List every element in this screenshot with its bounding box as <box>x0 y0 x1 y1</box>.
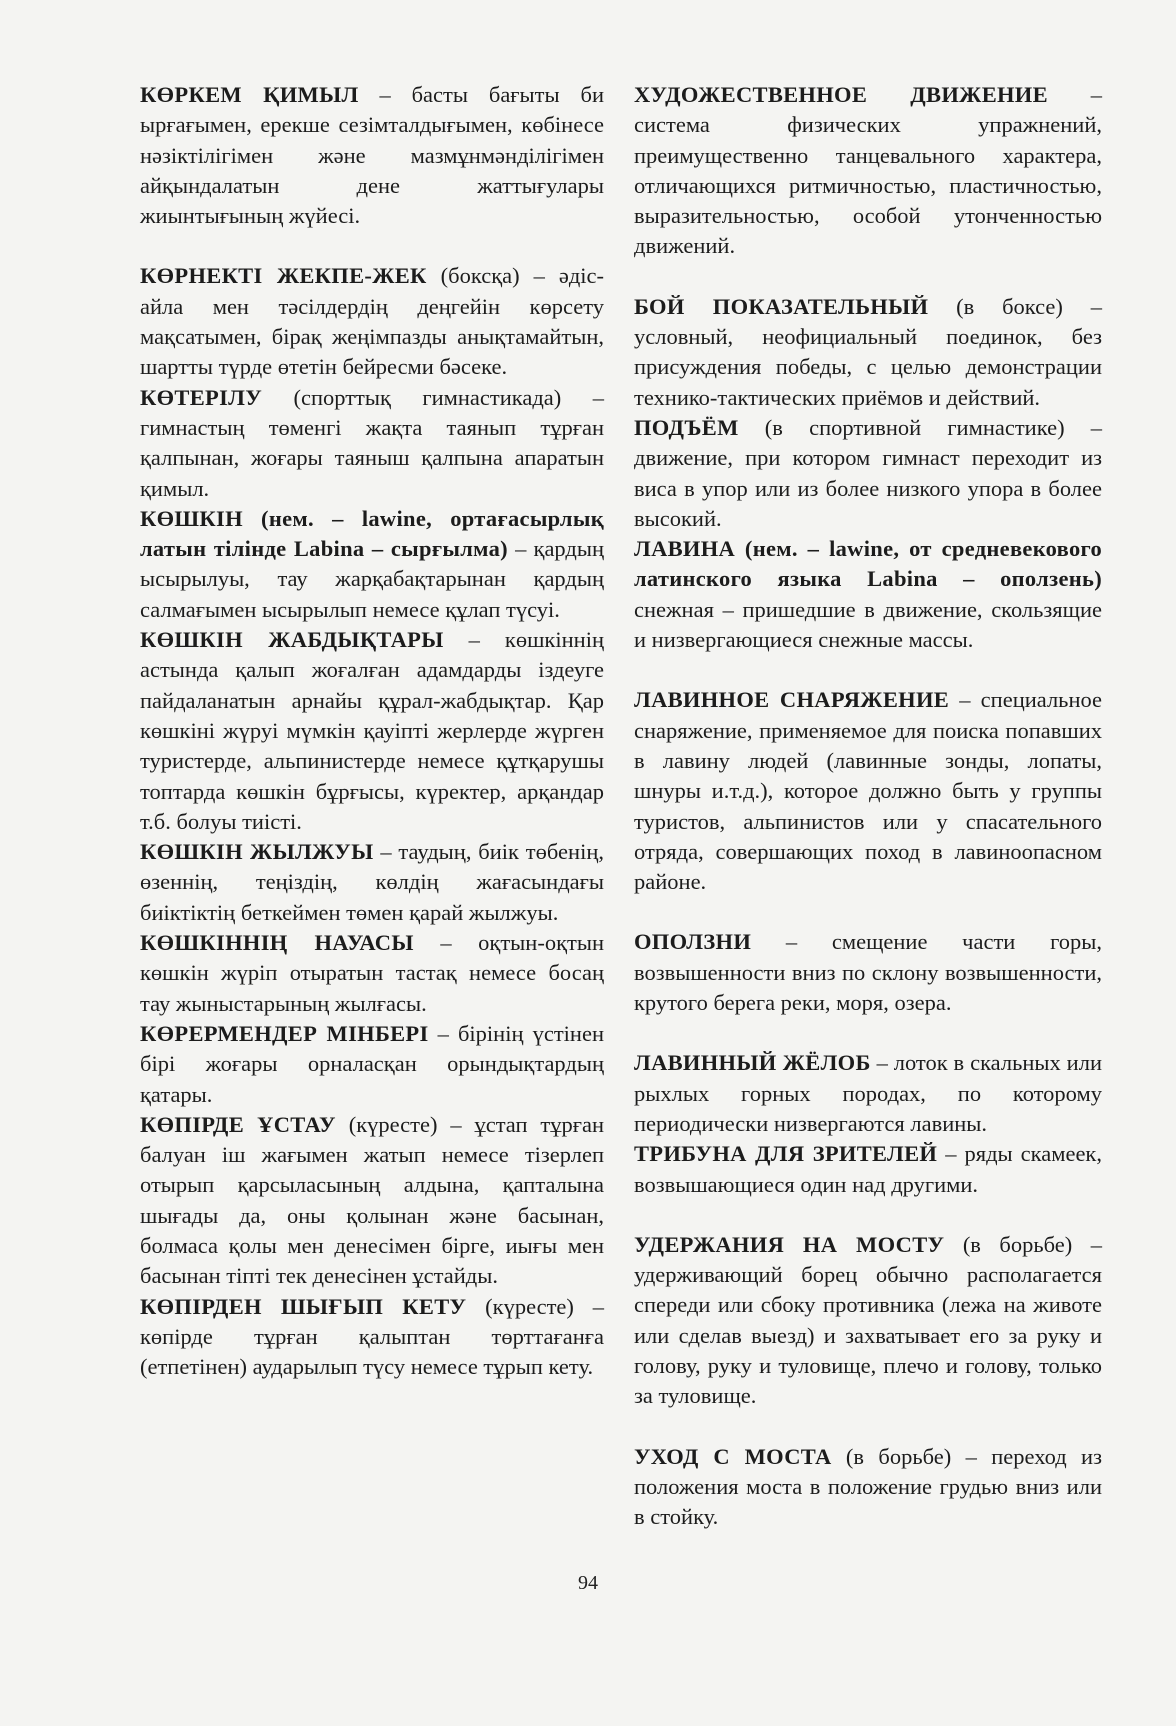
entry-definition: – движение, при котором гимнаст переходит из виса в упор или из более низкого упора в более высокий. <box>634 414 1102 531</box>
entry-term: ТРИБУНА ДЛЯ ЗРИТЕЛЕЙ <box>634 1141 938 1167</box>
entry-definition: – оқтын-оқтын көшкін жүріп отыратын тастақ немесе босаң тау жыныстарының жылғасы. <box>140 930 604 1016</box>
entry-term: КӨРЕРМЕНДЕР МІНБЕРІ <box>140 1020 429 1046</box>
entry-definition: – специальное снаряжение, применяемое для поиска попавших в лавину людей (лавинные зонды, лопаты, шнуры и.т.д.), которое должно быть у группы туристов, альпинистов или у спасательного отряда, совершающих поход в лавиноопасном районе. <box>634 687 1102 895</box>
entry-definition: – көшкіннің астында қалып жоғалған адамдарды іздеуге пайдаланатын арнайы құрал-жабдықтар. Қар көшкіні жүруі мүмкін қауіпті жерлерде жүрген туристерде, альпинистерде немесе құтқарушы топтарда көшкін бұрғысы, күректер, арқандар т.б. болуы тиісті. <box>140 627 604 834</box>
entry-note: (в боксе) <box>928 293 1063 319</box>
entry-opolzni <box>634 927 1102 1018</box>
entry-note: (спорттық гимнастикада) <box>262 384 562 410</box>
entry-definition: – таудың, биік төбенің, өзеннің, теңіздің, көлдің жағасындағы биіктіктің беткеймен төмен қарай жылжуы. <box>140 839 604 925</box>
entry-definition: – лоток в скальных или рыхлых горных породах, по которому периодически низвергаются лавины. <box>634 1050 1102 1136</box>
entry-definition: – условный, неофициальный поединок, без присуждения победы, с целью демонстрации технико-тактических приёмов и действий. <box>634 293 1102 410</box>
entry-lavinny-zholob <box>634 1048 1102 1139</box>
entry-term: ЛАВИНА (нем. – lawine, от средневекового латинского языка Labina – оползень) <box>634 536 1102 592</box>
entry-koshkin <box>140 504 604 625</box>
entry-lavinnoe-snaryazhenie <box>634 685 1102 897</box>
entry-podyom <box>634 413 1102 534</box>
entry-kornekti-zhekpe-zhek <box>140 261 604 382</box>
entry-definition: – қардың ысырылуы, тау жарқабақтарынан қардың салмағымен ысырылып немесе құлап түсуі. <box>140 536 604 622</box>
entry-kopirde-ustau <box>140 1110 604 1292</box>
entry-note: (күресте) <box>335 1111 438 1137</box>
entry-term: КӨПІРДЕ ҰСТАУ <box>140 1111 336 1137</box>
entry-definition: – гимнастың төменгі жақта таянып тұрған қалпынан, жоғары таяныш қалпына апаратын қимыл. <box>140 384 604 501</box>
entry-term: КӨТЕРІЛУ <box>140 384 263 410</box>
entry-term: ЛАВИННЫЙ ЖЁЛОБ <box>634 1050 871 1076</box>
entry-definition: – смещение части горы, возвышенности вниз по склону возвышенности, крутого берега реки, моря, озера. <box>634 929 1102 1016</box>
entry-term: ОПОЛЗНИ <box>634 929 752 955</box>
entry-koterilu <box>140 383 604 504</box>
entry-definition: – переход из положения моста в положение грудью вниз или в стойку. <box>634 1443 1102 1530</box>
entry-korermender-minberi <box>140 1019 604 1110</box>
page-number: 94 <box>578 1572 598 1594</box>
entry-khudozhestvennoe-dvizhenie <box>634 80 1102 262</box>
entry-term: КӨШКІН ЖЫЛЖУЫ <box>140 839 374 865</box>
entry-note: (в спортивной гимнастике) <box>738 414 1065 440</box>
entry-term: КӨРКЕМ ҚИМЫЛ <box>140 82 359 107</box>
entry-tribuna-dlya-zriteley <box>634 1139 1102 1200</box>
entry-ukhod-s-mosta <box>634 1442 1102 1533</box>
entry-uderzhaniya-na-mostu <box>634 1230 1102 1412</box>
entry-note: (в борьбе) <box>831 1443 952 1469</box>
entry-definition: – бірінің үстінен бірі жоғары орналасқан орындықтардың қатары. <box>140 1020 604 1107</box>
entry-term: УДЕРЖАНИЯ НА МОСТУ <box>634 1231 945 1257</box>
entry-note: (в борьбе) <box>944 1231 1073 1257</box>
entry-term: БОЙ ПОКАЗАТЕЛЬНЫЙ <box>634 293 929 319</box>
entry-term: КӨШКІН ЖАБДЫҚТАРЫ <box>140 627 444 653</box>
entry-definition: – удерживающий борец обычно располагается спереди или сбоку противника (лежа на животе или сделав выезд) и захватывает его за руку и голову, руку и туловище, плечо и голову, только за туловище. <box>634 1231 1102 1409</box>
entry-definition: – ряды скамеек, возвышающиеся один над другими. <box>634 1141 1102 1197</box>
entry-term: УХОД С МОСТА <box>634 1443 832 1469</box>
entry-term: КӨШКІН (нем. – lawine, ортағасырлық латын тілінде Labina – сырғылма) <box>140 505 604 562</box>
entry-definition: снежная – пришедшие в движение, скользящие и низвергающиеся снежные массы. <box>634 596 1102 653</box>
entry-term: ХУДОЖЕСТВЕННОЕ ДВИЖЕНИЕ <box>634 82 1048 107</box>
entry-definition: – басты бағыты би ырғағымен, ерекше сезімталдығымен, көбінесе нәзіктілігімен және мазмұнмәнділігімен айқындалатын дене жаттығулары жиынтығының жүйесі. <box>140 82 604 229</box>
entry-term: КӨШКІННІҢ НАУАСЫ <box>140 930 414 956</box>
entry-koshkin-zhylzhuy <box>140 837 604 928</box>
entry-term: ЛАВИННОЕ СНАРЯЖЕНИЕ <box>634 687 950 713</box>
entry-definition: – ұстап тұрған балуан іш жағымен жатып немесе тізерлеп отырып қарсыласының алдына, қапталына шығады да, оны қолынан және басынан, болмаса қолы мен денесімен бірге, иығы мен басынан тіпті тек денесінен ұстайды. <box>140 1111 604 1289</box>
entry-note: (боксқа) <box>426 263 520 289</box>
entry-definition: – көпірде тұрған қалыптан төрттағанға (етпетінен) аударылып түсу немесе тұрып кету. <box>140 1293 604 1380</box>
entry-kopirden-shygyp-ketu <box>140 1292 604 1383</box>
entry-koshkinnin-nauasy <box>140 928 604 1019</box>
kazakh-column <box>140 80 604 1382</box>
entry-term: ПОДЪЁМ <box>634 414 739 440</box>
russian-column <box>634 80 1102 1532</box>
entry-term: КӨПІРДЕН ШЫҒЫП КЕТУ <box>140 1293 467 1319</box>
entry-term: КӨРНЕКТІ ЖЕКПЕ-ЖЕК <box>140 263 427 289</box>
entry-definition: – әдіс-айла мен тәсілдердің деңгейін көрсету мақсатымен, бірақ жеңімпазды анықтамайтын, шартты түрде өтетін бейресми бәсеке. <box>140 263 605 380</box>
entry-lavina <box>634 534 1102 655</box>
entry-note: (күресте) <box>466 1293 574 1319</box>
entry-definition: – система физических упражнений, преимущественно танцевального характера, отличающихся ритмичностью, пластичностью, выразительностью, особой утонченностью движений. <box>634 82 1102 259</box>
entry-korkem-kimyl <box>140 80 604 231</box>
entry-boy-pokazatelny <box>634 292 1102 413</box>
entry-koshkin-zhabdyktary <box>140 625 604 837</box>
